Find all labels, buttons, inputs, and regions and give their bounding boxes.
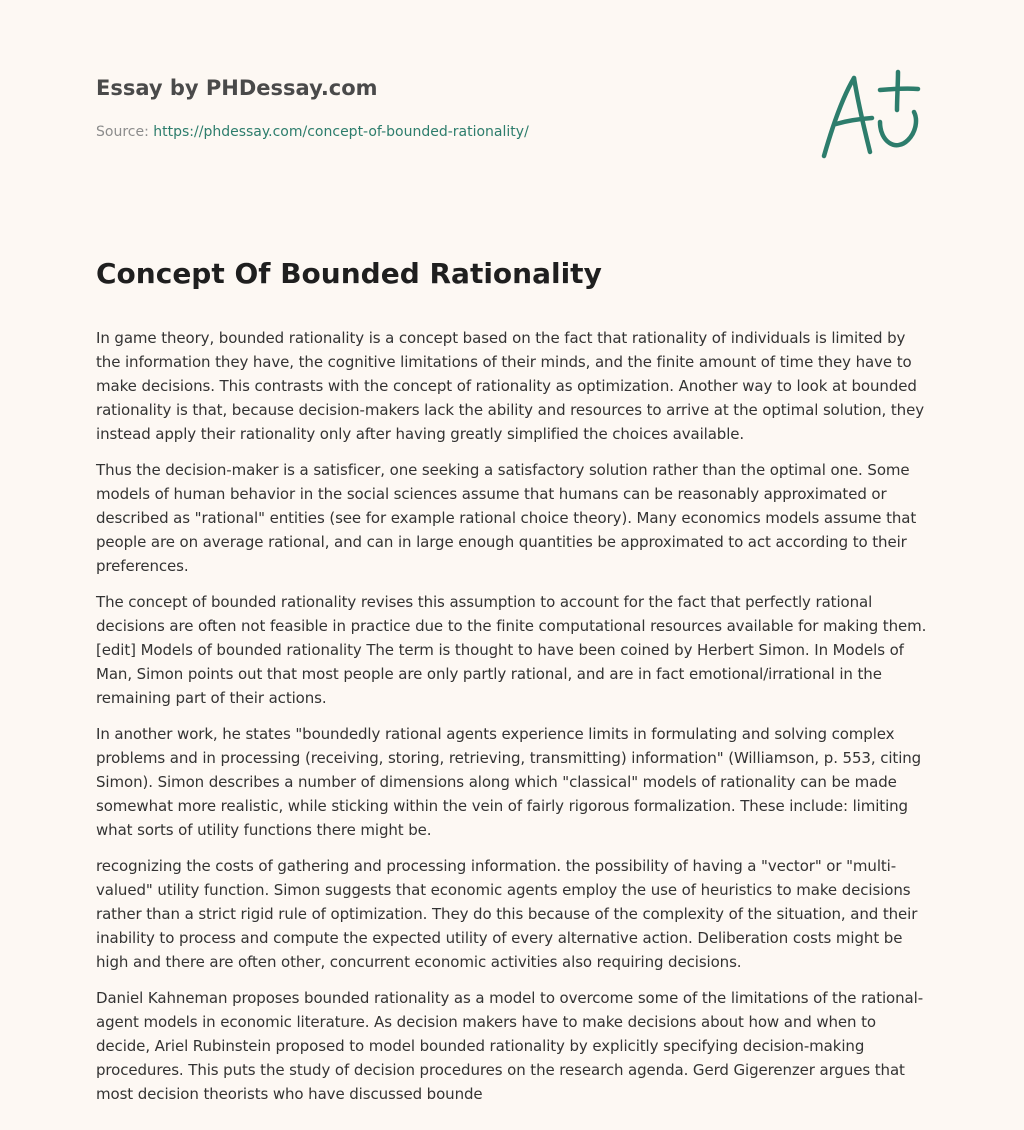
page-header <box>96 72 928 182</box>
essay-article <box>96 256 928 1118</box>
paragraph: recognizing the costs of gathering and processing information. the possibility of having a "vector" or "multi-valued" utility function. Simon suggests that economic agents employ the use of heuristics to make decisions rather than a strict rigid rule of optimization. They do this because of the complexity of the situation, and their inability to process and compute the expected utility of every alternative action. Deliberation costs might be high and there are often other, concurrent economic activities also requiring decisions. <box>96 857 918 971</box>
article-title: Concept Of Bounded Rationality <box>96 257 602 290</box>
paragraph: Daniel Kahneman proposes bounded rationality as a model to overcome some of the limitations of the rational-agent models in economic literature. As decision makers have to make decisions about how and when to decide, Ariel Rubinstein proposed to model bounded rationality by explicitly specifying decision-making procedures. This puts the study of decision procedures on the research agenda. Gerd Gigerenzer argues that most decision theorists who have discussed bounde <box>96 989 924 1103</box>
source-line <box>96 124 529 140</box>
source-link[interactable]: https://phdessay.com/concept-of-bounded-rationality/ <box>153 124 529 140</box>
site-title: Essay by PHDessay.com <box>96 76 378 100</box>
paragraph: In game theory, bounded rationality is a concept based on the fact that rationality of individuals is limited by the information they have, the cognitive limitations of their minds, and the finite amount of time they have to make decisions. This contrasts with the concept of rationality as optimization. Another way to look at bounded rationality is that, because decision-makers lack the ability and resources to arrive at the optimal solution, they instead apply their rationality only after having greatly simplified the choices available. <box>96 329 924 443</box>
a-plus-logo-icon <box>818 68 928 168</box>
paragraph: The concept of bounded rationality revises this assumption to account for the fact that perfectly rational decisions are often not feasible in practice due to the finite computational resources available for making them. [edit] Models of bounded rationality The term is thought to have been coined by Herbert Simon. In Models of Man, Simon points out that most people are only partly rational, and are in fact emotional/irrational in the remaining part of their actions. <box>96 593 927 707</box>
paragraph: In another work, he states "boundedly rational agents experience limits in formulating and solving complex problems and in processing (receiving, storing, retrieving, transmitting) information" (Williamson, p. 553, citing Simon). Simon describes a number of dimensions along which "classical" models of rationality can be made somewhat more realistic, while sticking within the vein of fairly rigorous formalization. These include: limiting what sorts of utility functions there might be. <box>96 725 922 839</box>
source-label: Source: <box>96 124 154 140</box>
paragraph: Thus the decision-maker is a satisficer, one seeking a satisfactory solution rather than the optimal one. Some models of human behavior in the social sciences assume that humans can be reasonably approximated or described as "rational" entities (see for example rational choice theory). Many economics models assume that people are on average rational, and can in large enough quantities be approximated to act according to their preferences. <box>96 461 917 575</box>
